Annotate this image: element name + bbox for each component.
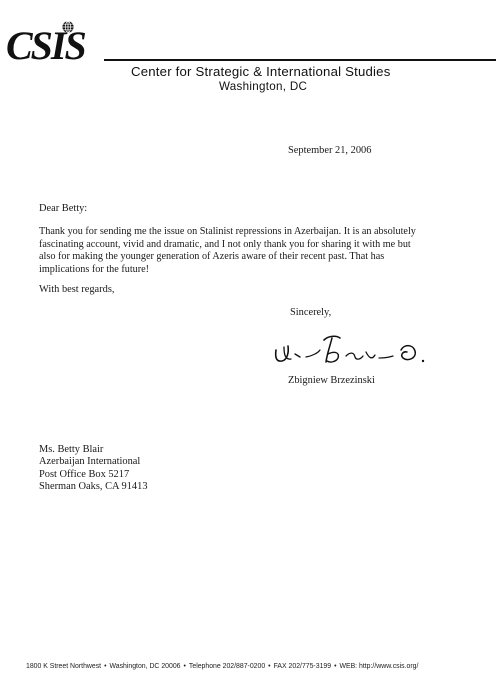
letterhead-rule <box>104 59 496 61</box>
signature <box>270 326 440 372</box>
closing: With best regards, <box>39 284 115 295</box>
footer-web: WEB: http://www.csis.org/ <box>339 663 419 670</box>
sign-off: Sincerely, <box>290 307 332 318</box>
recipient-line: Ms. Betty Blair <box>39 444 104 455</box>
csis-logo <box>6 10 102 70</box>
footer-address: 1800 K Street Northwest <box>26 663 102 670</box>
recipient-line: Post Office Box 5217 <box>39 468 130 480</box>
organization-city: Washington, DC <box>219 80 308 93</box>
recipient-line: Sherman Oaks, CA 91413 <box>39 481 148 493</box>
body-paragraph <box>39 226 495 276</box>
body-line: Thank you for sending me the issue on Stalinist repressions in Azerbaijan. It is an absolutely <box>39 226 416 237</box>
footer-fax: FAX 202/775-3199 <box>273 663 332 670</box>
body-line: also for making the younger generation of Azeris aware of their recent past. That has <box>39 251 385 263</box>
body-line: implications for the future! <box>39 263 150 275</box>
bullet-icon: • <box>104 663 107 670</box>
footer <box>26 663 496 670</box>
logo-text: CSIS <box>6 23 85 68</box>
body-line: fascinating account, vivid and dramatic, and I not only thank you for sharing it with me but <box>39 238 411 250</box>
bullet-icon: • <box>183 663 186 670</box>
recipient-address <box>39 444 148 494</box>
organization-name: Center for Strategic & International Studies <box>131 64 391 79</box>
bullet-icon: • <box>268 663 271 670</box>
footer-city: Washington, DC 20006 <box>109 663 181 670</box>
recipient-line: Azerbaijan International <box>39 456 141 468</box>
salutation: Dear Betty: <box>39 203 88 214</box>
bullet-icon: • <box>334 663 337 670</box>
signer-name: Zbigniew Brzezinski <box>288 375 375 386</box>
footer-telephone: Telephone 202/887-0200 <box>188 663 266 670</box>
letter-date: September 21, 2006 <box>288 145 372 156</box>
